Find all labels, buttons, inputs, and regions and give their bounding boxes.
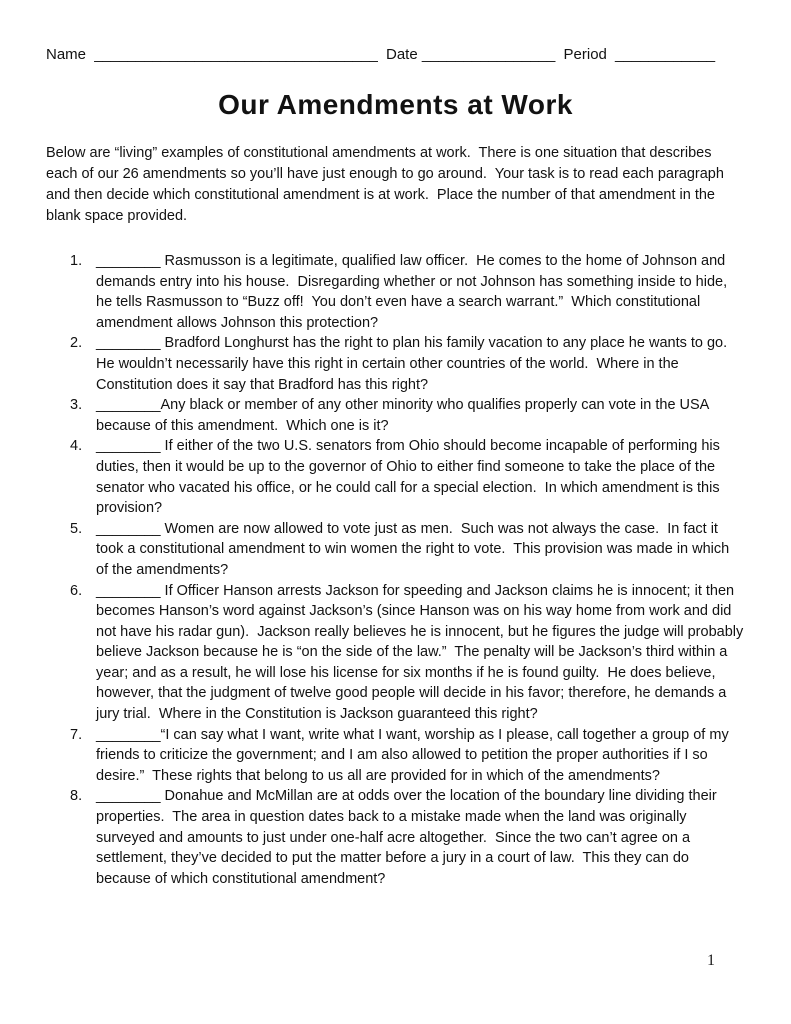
question-item-1 xyxy=(70,251,745,333)
question-text: ________“I can say what I want, write what I want, worship as I please, call together a group of my friends to criticize the government; and I am also allowed to petition the proper authorities if I so desire.” These rights that belong to us all are provided for in which of the amendments? xyxy=(96,726,733,784)
question-number: 5. xyxy=(70,520,83,537)
question-text: ________ Donahue and McMillan are at odds over the location of the boundary line dividing their properties. The area in question dates back to a mistake made when the land was originally surveyed and amounts to just under one-half acre altogether. Since the two can’t agree on a settlement, they’ve decided to put the matter before a jury in a court of law. This they can do because of which constitutional amendment? xyxy=(96,788,721,887)
question-number: 1. xyxy=(70,253,83,269)
question-item-3 xyxy=(70,395,745,436)
question-item-7 xyxy=(70,725,745,787)
date-blank: ________________ xyxy=(421,46,556,63)
question-text: ________ Bradford Longhurst has the right to plan his family vacation to any place he wants to go. He wouldn’t necessarily have this right in certain other countries of the world. Where in the Constitution does it say that Bradford has this right? xyxy=(96,335,736,393)
question-item-8 xyxy=(70,786,745,889)
question-number: 4. xyxy=(70,438,83,455)
period-blank: ____________ xyxy=(615,46,716,63)
page-number: 1 xyxy=(707,952,715,969)
question-number: 3. xyxy=(70,397,83,414)
question-number: 6. xyxy=(70,582,83,599)
name-date-period-line xyxy=(46,44,745,65)
date-label: Date xyxy=(386,46,418,63)
question-number: 7. xyxy=(70,726,83,743)
question-text: ________ If Officer Hanson arrests Jackson for speeding and Jackson claims he is innocent; it then becomes Hanson’s word against Jackson’s (since Hanson was on his way home from work and did not have his radar gun). Jackson really believes he is innocent, but he figures the judge will probably believe Jackson because he is “on the side of the law.” The penalty will be Jackson’s third within a year; and as a result, he will lose his license for six months if he is found guilty. He does believe, however, that the judgment of twelve good people will decide in his favor; therefore, he demands a jury trial. Where in the Constitution is Jackson guaranteed this right? xyxy=(96,582,748,723)
name-blank: __________________________________ xyxy=(94,46,378,63)
question-number: 8. xyxy=(70,788,83,805)
question-item-5 xyxy=(70,519,745,581)
question-number: 2. xyxy=(70,335,83,352)
period-label: Period xyxy=(563,46,607,63)
question-text: ________ If either of the two U.S. senators from Ohio should become incapable of performing his duties, then it would be up to the governor of Ohio to either find someone to take the place of the senator who vacated his office, or he could call for a special election. In which amendment is this provision? xyxy=(96,438,724,517)
question-text: ________Any black or member of any other minority who qualifies properly can vote in the USA because of this amendment. Which one is it? xyxy=(96,397,713,434)
question-text: ________ Rasmusson is a legitimate, qualified law officer. He comes to the home of Johnson and demands entry into his house. Disregarding whether or not Johnson has something inside to hide, he tells Rasmusson to “Buzz off! You don’t even have a search warrant.” Which constitutional amendment allows Johnson this protection? xyxy=(96,253,732,331)
question-item-6 xyxy=(70,581,748,725)
name-label: Name xyxy=(46,46,87,63)
question-text: ________ Women are now allowed to vote just as men. Such was not always the case. In fact it took a constitutional amendment to win women the right to vote. This provision was made in which of the amendments? xyxy=(96,520,734,578)
question-list xyxy=(46,251,748,889)
question-item-4 xyxy=(70,436,745,518)
intro-paragraph: Below are “living” examples of constitutional amendments at work. There is one situation that describes each of our 26 amendments so you’ll have just enough to go around. Your task is to read each paragraph and then decide which constitutional amendment is at work. Place the number of that amendment in the blank space provided. xyxy=(46,145,728,224)
page-title: Our Amendments at Work xyxy=(218,89,573,120)
question-item-2 xyxy=(70,333,745,395)
